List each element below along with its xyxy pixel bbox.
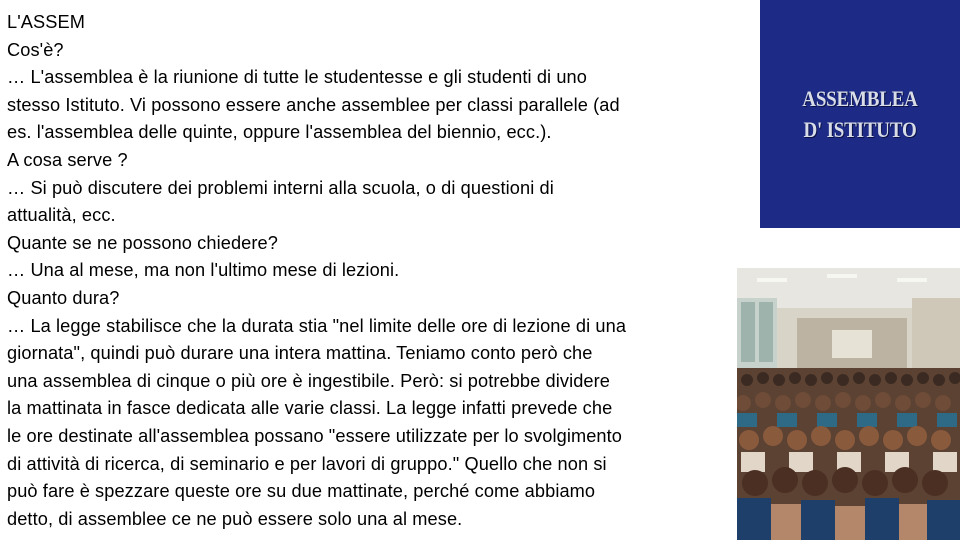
assembly-hall-photo (737, 268, 960, 540)
banner-line-1: ASSEMBLEA (802, 87, 918, 112)
text-line: detto, di assemblee ce ne può essere solo una al mese. (7, 508, 463, 529)
text-line-title: L'ASSEM (7, 12, 85, 32)
text-line: … La legge stabilisce che la durata stia "nel limite delle ore di lezione di una (7, 315, 627, 336)
text-line: stesso Istituto. Vi possono essere anche assemblee per classi parallele (ad (7, 94, 620, 115)
text-line: es. l'assemblea delle quinte, oppure l'assemblea del biennio, ecc.). (7, 122, 552, 143)
text-line: di attività di ricerca, di seminario e per lavori di gruppo." Quello che non si (7, 453, 607, 474)
text-line: giornata", quindi può durare una intera mattina. Teniamo conto però che (7, 343, 593, 364)
text-line: … Una al mese, ma non l'ultimo mese di lezioni. (7, 260, 400, 281)
assemblea-banner-image (760, 0, 960, 228)
slide-text (7, 9, 722, 533)
text-line: … L'assemblea è la riunione di tutte le studentesse e gli studenti di uno (7, 67, 587, 88)
banner-line-2: D' ISTITUTO (803, 118, 917, 143)
text-line: può fare è spezzare queste ore su due mattinate, perché come abbiamo (7, 481, 596, 502)
assembly-hall-illustration (737, 268, 960, 540)
text-line: una assemblea di cinque o più ore è ingestibile. Però: si potrebbe dividere (7, 370, 611, 391)
text-line: la mattinata in fasce dedicata alle varie classi. La legge infatti prevede che (7, 398, 613, 419)
text-line: attualità, ecc. (7, 205, 116, 226)
text-line: le ore destinate all'assemblea possano "essere utilizzate per lo svolgimento (7, 425, 623, 446)
text-line-question: Cos'è? (7, 39, 64, 60)
text-line-question: A cosa serve ? (7, 149, 128, 170)
text-line: … Si può discutere dei problemi interni alla scuola, o di questioni di (7, 177, 554, 198)
text-line-question: Quante se ne possono chiedere? (7, 232, 278, 253)
text-line-question: Quanto dura? (7, 287, 120, 308)
